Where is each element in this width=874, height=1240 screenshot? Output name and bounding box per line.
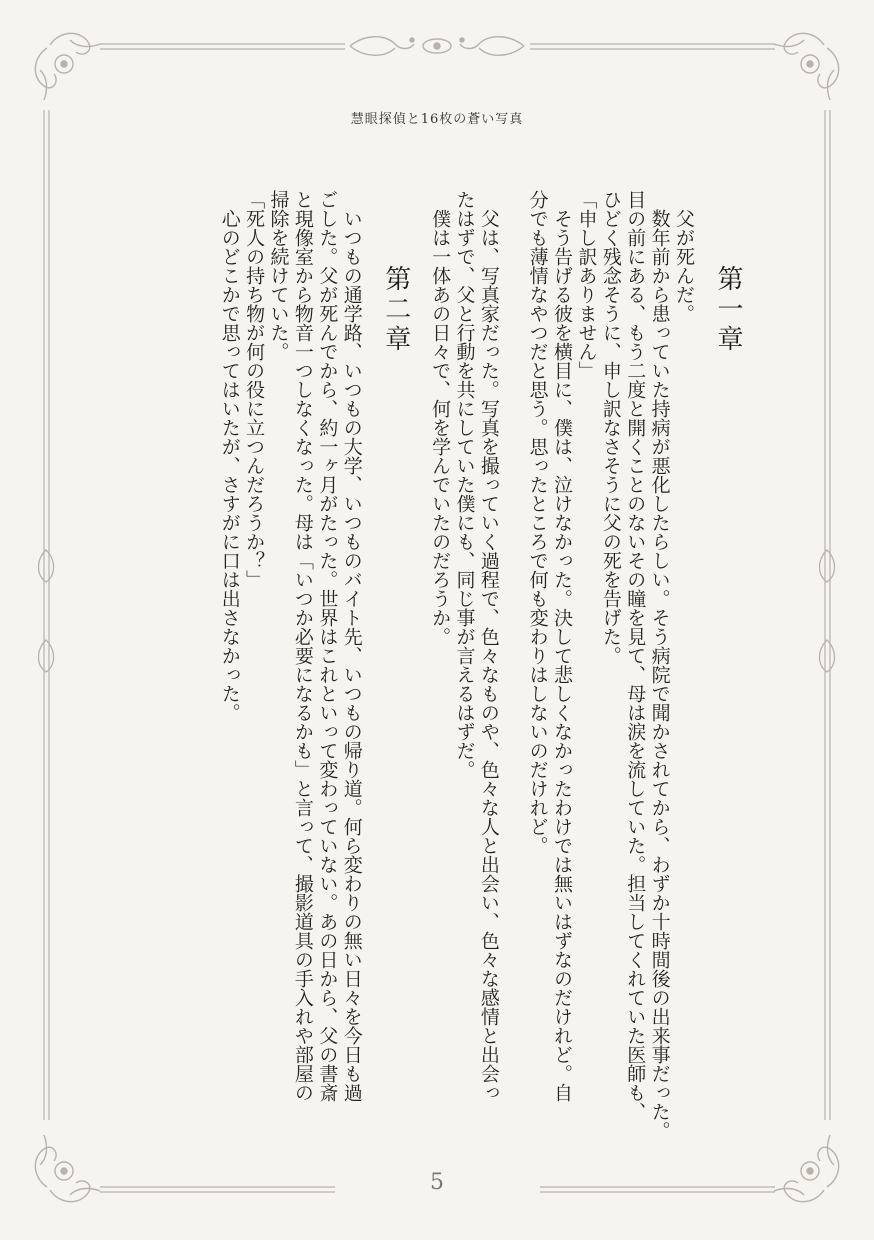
body-line: 「死人の持ち物が何の役に立つんだろうか？」	[243, 190, 266, 589]
body-line: と現像室から物音一つしなくなった。母は「いつか必要になるかも」と言って、撮影道具の手入れや部屋の	[291, 190, 314, 1102]
body-line: たはずで、父と行動を共にしていた僕にも、同じ事が言えるはずだ。	[453, 190, 476, 779]
body-line: 心のどこかで思ってはいたが、さすがに口は出さなかった。	[218, 209, 241, 722]
body-line: 分でも薄情なやつだと思う。思ったところで何も変わりはしないのだけれど。	[526, 190, 549, 855]
body-line: ひどく残念そうに、申し訳なさそうに父の死を告げた。	[599, 190, 622, 665]
corner-ornament-top-right	[774, 33, 839, 100]
body-line: 父は、写真家だった。写真を撮っていく過程で、色々なものや、色々な人と出会い、色々な感情と出会っ	[477, 209, 500, 1102]
body-line: 目の前にある、もう二度と開くことのないその瞳を見て、母は涙を流していた。担当してくれていた医師も、	[624, 190, 647, 1121]
body-line: そう告げる彼を横目に、僕は、泣けなかった。決して悲しくなかったわけでは無いはずなのだけれど。自	[551, 209, 574, 1102]
top-flourish	[350, 37, 524, 56]
body-line: いつもの通学路、いつもの大学、いつものバイト先、いつもの帰り道。何ら変わりの無い日々を今日も過	[340, 209, 363, 1102]
corner-ornament-top-left	[35, 33, 100, 100]
body-line: 「申し訳ありません」	[575, 190, 598, 380]
body-line: 数年前から患っていた持病が悪化したらしい。そう病院で聞かされてから、わずか十時間後の出来事だった。	[648, 209, 671, 1140]
book-title-header: 慧眼探偵と16枚の蒼い写真	[350, 112, 524, 127]
page-number: 5	[430, 1170, 444, 1195]
body-line: ごした。父が死んでから、約一ヶ月がたった。世界はこれといって変わっていない。あの日から、父の書斎	[316, 190, 339, 1102]
body-line: 僕は一体あの日々で、何を学んでいたのだろうか。	[429, 209, 452, 646]
vertical-text-body	[130, 190, 760, 1150]
body-line: 父が死んだ。	[673, 209, 695, 323]
body-line: 掃除を続けていた。	[267, 190, 290, 361]
chapter-heading: 第一章	[713, 265, 743, 355]
chapter-heading: 第二章	[380, 265, 411, 355]
blank-line	[501, 190, 525, 1150]
